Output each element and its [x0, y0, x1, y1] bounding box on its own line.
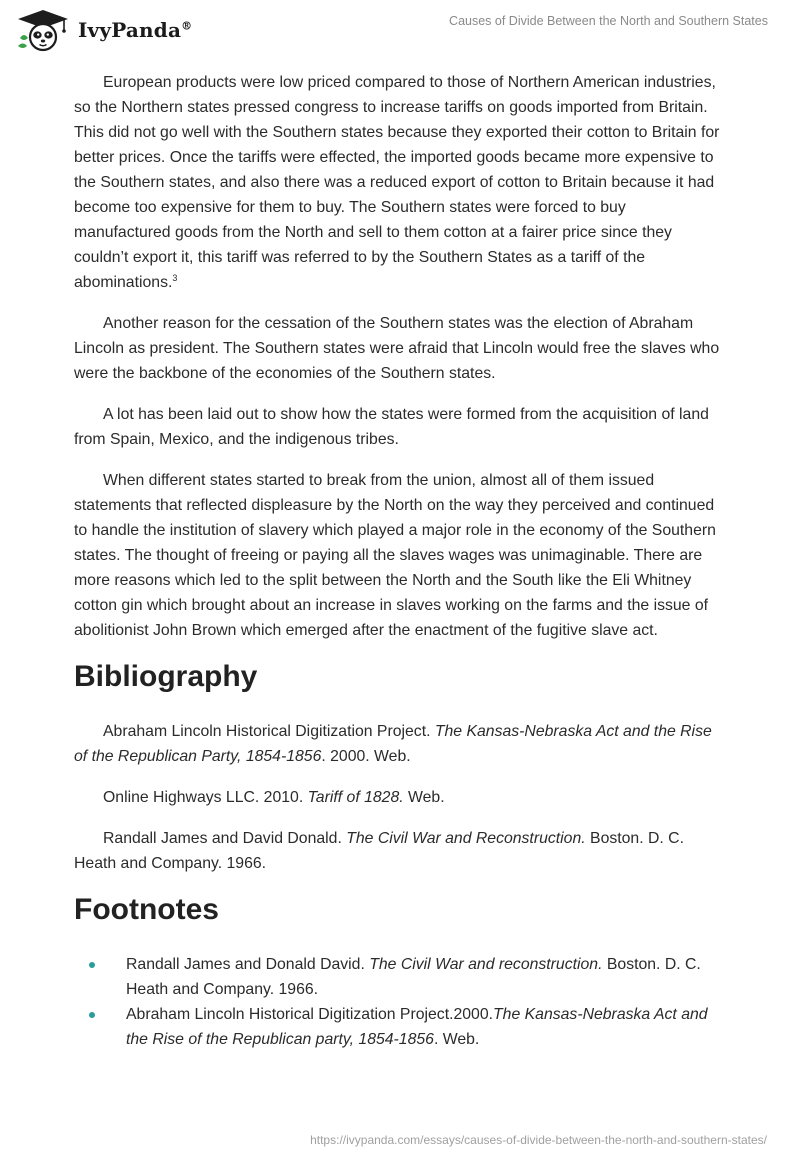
bibliography-heading: Bibliography	[74, 660, 258, 693]
paragraph: Another reason for the cessation of the Southern states was the election of Abraham Lincoln as president. The Southern states were afraid that Lincoln would free the slaves who were the backbone of the economies of the Southern states.	[74, 315, 720, 382]
footnote-ref[interactable]: 3	[172, 273, 178, 283]
bibliography-entry: Abraham Lincoln Historical Digitization Project. The Kansas-Nebraska Act and the Rise of the Republican Party, 1854-1856. 2000. Web.	[74, 723, 712, 765]
brand-name: IvyPanda®	[78, 18, 193, 42]
paragraph: A lot has been laid out to show how the states were formed from the acquisition of land from Spain, Mexico, and the indigenous tribes.	[74, 406, 709, 448]
footnotes-list	[74, 952, 724, 1052]
bullet-icon	[89, 1012, 95, 1018]
paragraph: When different states started to break from the union, almost all of them issued statements that reflected displeasure by the North on the way they perceived and continued to handle the institution of slavery which played a major role in the economy of the Southern states. The thought of freeing or paying all the slaves wages was unimaginable. There are more reasons which led to the split between the North and the South like the Eli Whitney cotton gin which brought about an increase in slaves working on the farms and the issue of abolitionist John Brown which emerged after the enactment of the fugitive slave act.	[74, 472, 716, 639]
page-header	[0, 0, 800, 60]
bibliography-entry: Online Highways LLC. 2010. Tariff of 1828. Web.	[103, 789, 445, 806]
bibliography-list	[74, 719, 724, 876]
ivypanda-logo[interactable]	[14, 8, 192, 52]
document-title: Causes of Divide Between the North and Southern States	[449, 14, 768, 28]
paragraph: European products were low priced compared to those of Northern American industries, so the Northern states pressed congress to increase tariffs on goods imported from Britain. This did not go well with the Southern states because they exported their cotton to Britain for better prices. Once the tariffs were effected, the imported goods became more expensive to the Southern states, and also there was a reduced export of cotton to Britain because it had become too expensive for them to buy. The Southern states were forced to buy manufactured goods from the North and sell to them cotton at a fairer price since they couldn’t export it, this tariff was referred to by the Southern States as a tariff of the abominations.$^3$	[74, 74, 720, 291]
footnote-item: Abraham Lincoln Historical Digitization Project.2000.The Kansas-Nebraska Act and the Rise of the Republican party, 1854-1856. Web.	[74, 1002, 724, 1052]
footnote-item: Randall James and Donald David. The Civil War and reconstruction. Boston. D. C. Heath and Company. 1966.	[74, 952, 724, 1002]
bullet-icon	[89, 962, 95, 968]
footnotes-heading: Footnotes	[74, 893, 219, 926]
essay-body	[74, 70, 724, 1052]
panda-graduate-icon	[14, 8, 72, 52]
bibliography-entry: Randall James and David Donald. The Civil War and Reconstruction. Boston. D. C. Heath and Company. 1966.	[74, 830, 684, 872]
source-url-link[interactable]: https://ivypanda.com/essays/causes-of-divide-between-the-north-and-southern-states/	[310, 1133, 767, 1147]
